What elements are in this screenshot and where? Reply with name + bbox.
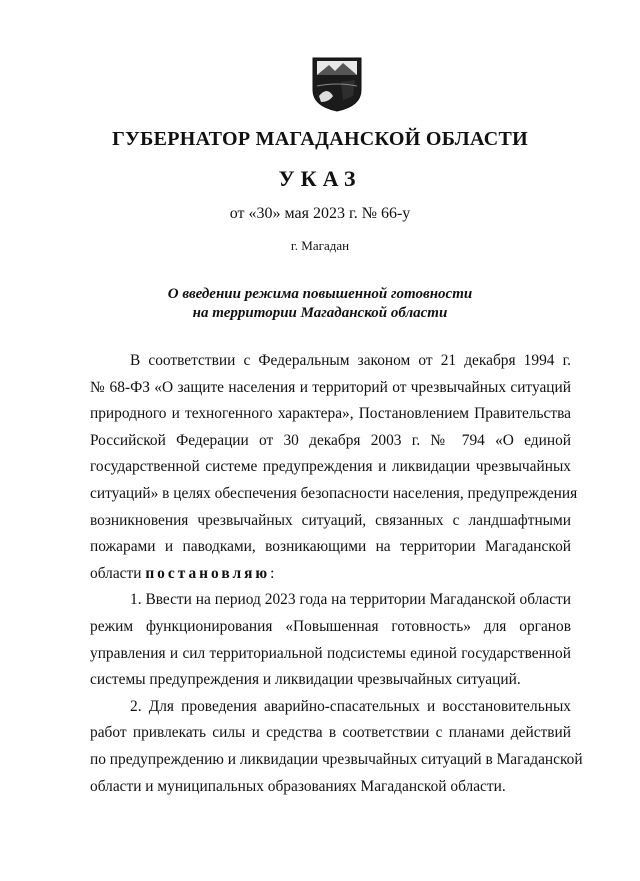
decree-word: постановляю	[145, 564, 271, 582]
body-line: № 68-ФЗ «О защите населения и территорий от чрезвычайных ситуаций	[90, 378, 571, 396]
item-2-line: по предупреждению и ликвидации чрезвычайных ситуаций в Магаданской	[90, 750, 583, 768]
body-line: Российской Федерации от 30 декабря 2003 г. № 794 «О единой	[90, 431, 571, 449]
preamble-end: области	[90, 564, 142, 582]
item-2-line: области и муниципальных образованиях Магаданской области.	[90, 777, 506, 795]
body-line: природного и техногенного характера», Постановлением Правительства	[90, 405, 571, 423]
body-line: пожарами и паводками, возникающими на территории Магаданской	[90, 538, 571, 556]
document-type-heading: УКАЗ	[278, 166, 362, 191]
body-line: государственной системе предупреждения и ликвидации чрезвычайных	[90, 458, 571, 476]
item-1-line: системы предупреждения и ликвидации чрезвычайных ситуаций.	[90, 671, 521, 689]
body-line: области постановляю:	[90, 564, 275, 582]
item-1-line: режим функционирования «Повышенная готовность» для органов	[90, 617, 571, 635]
title-line: на территории Магаданской области	[192, 305, 448, 321]
item-1-line: 1. Ввести на период 2023 года на территории Магаданской области	[130, 591, 571, 609]
date-and-number: от «30» мая 2023 г. № 66-у	[229, 205, 411, 222]
body-line: возникновения чрезвычайных ситуаций, связанных с ландшафтными	[90, 511, 571, 529]
item-2-line: 2. Для проведения аварийно-спасательных и восстановительных	[130, 697, 571, 715]
title-line: О введении режима повышенной готовности	[167, 286, 473, 302]
body-line: ситуаций» в целях обеспечения безопасности населения, предупреждения	[90, 484, 578, 502]
body-line: В соответствии с Федеральным законом от 21 декабря 1994 г.	[130, 352, 571, 369]
city-line: г. Магадан	[290, 238, 350, 253]
item-1-line: управления и сил территориальной подсистемы единой государственной	[90, 644, 571, 662]
issuer-heading: ГУБЕРНАТОР МАГАДАНСКОЙ ОБЛАСТИ	[112, 128, 528, 150]
magadan-region-coat-of-arms-icon	[311, 56, 363, 112]
item-2-line: работ привлекать силы и средства в соответствии с планами действий	[90, 724, 571, 742]
document-body	[90, 348, 583, 800]
document-title	[120, 285, 520, 323]
